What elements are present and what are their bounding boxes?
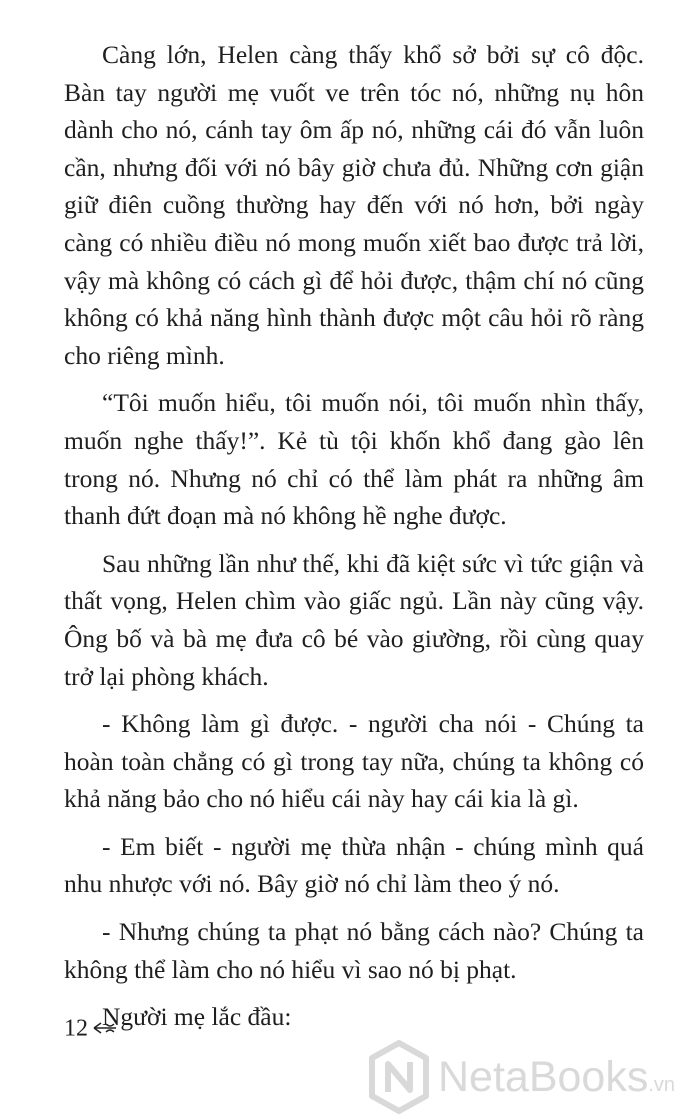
- watermark: [368, 1040, 698, 1118]
- watermark-tld: .vn: [648, 1074, 676, 1096]
- watermark-brand: NetaBooks: [438, 1053, 649, 1101]
- page-number: 12: [64, 1015, 88, 1042]
- page-number-footer: [64, 1013, 118, 1042]
- paragraph: - Không làm gì được. - người cha nói - Chúng ta hoàn toàn chẳng có gì trong tay nữa, chúng ta không có khả năng bảo cho nó hiểu cái này hay cái kia là gì.: [64, 709, 644, 814]
- fleuron-arrow-icon: [92, 1020, 118, 1036]
- paragraph: Sau những lần như thế, khi đã kiệt sức vì tức giận và thất vọng, Helen chìm vào giấc ngủ. Lần này cũng vậy. Ông bố và bà mẹ đưa cô bé vào giường, rồi cùng quay trở lại phòng khách.: [64, 548, 644, 691]
- watermark-text: [438, 1052, 675, 1110]
- netabooks-logo-icon: [368, 1040, 430, 1114]
- paragraph: - Em biết - người mẹ thừa nhận - chúng mình quá nhu nhược với nó. Bây giờ nó chỉ làm theo ý nó.: [64, 831, 644, 899]
- paragraph: Người mẹ lắc đầu:: [102, 1002, 292, 1032]
- paragraph: Càng lớn, Helen càng thấy khổ sở bởi sự cô độc. Bàn tay người mẹ vuốt ve trên tóc nó, những nụ hôn dành cho nó, cánh tay ôm ấp nó, những cái đó vẫn luôn cần, nhưng đối với nó bây giờ chưa đủ. Những cơn giận giữ điên cuồng thường hay đến với nó hơn, bởi ngày càng có nhiều điều nó mong muốn xiết bao được trả lời, vậy mà không có cách gì để hỏi được, thậm chí nó cũng không có khả năng hình thành được một câu hỏi rõ ràng cho riêng mình.: [64, 40, 644, 370]
- paragraph: - Nhưng chúng ta phạt nó bằng cách nào? Chúng ta không thể làm cho nó hiểu vì sao nó bị phạt.: [64, 917, 644, 984]
- body-text: [64, 36, 644, 1046]
- paragraph: “Tôi muốn hiểu, tôi muốn nói, tôi muốn nhìn thấy, muốn nghe thấy!”. Kẻ tù tội khốn khổ đang gào lên trong nó. Nhưng nó chỉ có thể làm phát ra những âm thanh đứt đoạn mà nó không hề nghe được.: [64, 388, 644, 531]
